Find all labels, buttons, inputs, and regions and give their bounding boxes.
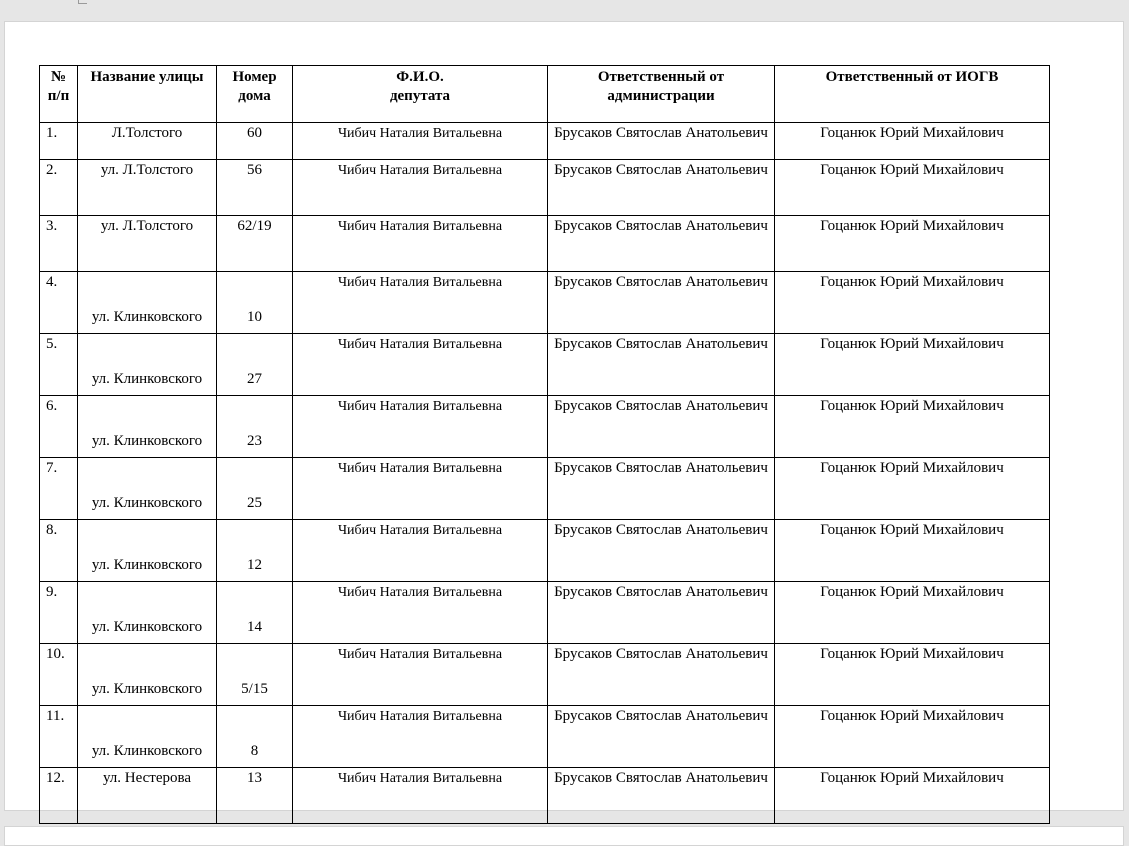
street-name: Л.Толстого: [78, 123, 217, 160]
iogv-responsible: Гоцанюк Юрий Михайлович: [775, 582, 1050, 644]
admin-responsible: Брусаков Святослав Анатольевич: [548, 768, 775, 824]
admin-responsible: Брусаков Святослав Анатольевич: [548, 123, 775, 160]
deputy-name: Чибич Наталия Витальевна: [293, 160, 548, 216]
table-row: [40, 216, 1050, 272]
header-house: Номер дома: [217, 66, 293, 123]
row-number: 8.: [40, 520, 78, 582]
deputy-name: Чибич Наталия Витальевна: [293, 768, 548, 824]
row-number: 9.: [40, 582, 78, 644]
house-number: 8: [217, 706, 293, 768]
table-row: [40, 160, 1050, 216]
table-row: [40, 272, 1050, 334]
street-name: ул. Клинковского: [78, 272, 217, 334]
iogv-responsible: Гоцанюк Юрий Михайлович: [775, 644, 1050, 706]
street-name: ул. Л.Толстого: [78, 160, 217, 216]
row-number: 1.: [40, 123, 78, 160]
deputy-name: Чибич Наталия Витальевна: [293, 520, 548, 582]
iogv-responsible: Гоцанюк Юрий Михайлович: [775, 396, 1050, 458]
table-row: [40, 768, 1050, 824]
admin-responsible: Брусаков Святослав Анатольевич: [548, 644, 775, 706]
deputy-name: Чибич Наталия Витальевна: [293, 396, 548, 458]
admin-responsible: Брусаков Святослав Анатольевич: [548, 520, 775, 582]
table-row: [40, 644, 1050, 706]
row-number: 2.: [40, 160, 78, 216]
house-number: 25: [217, 458, 293, 520]
iogv-responsible: Гоцанюк Юрий Михайлович: [775, 160, 1050, 216]
deputy-name: Чибич Наталия Витальевна: [293, 706, 548, 768]
row-number: 7.: [40, 458, 78, 520]
iogv-responsible: Гоцанюк Юрий Михайлович: [775, 216, 1050, 272]
row-number: 5.: [40, 334, 78, 396]
house-number: 14: [217, 582, 293, 644]
street-name: ул. Клинковского: [78, 396, 217, 458]
iogv-responsible: Гоцанюк Юрий Михайлович: [775, 706, 1050, 768]
header-deputy: Ф.И.О. депутата: [293, 66, 548, 123]
iogv-responsible: Гоцанюк Юрий Михайлович: [775, 334, 1050, 396]
table-row: [40, 706, 1050, 768]
street-name: ул. Клинковского: [78, 706, 217, 768]
street-name: ул. Клинковского: [78, 644, 217, 706]
row-number: 6.: [40, 396, 78, 458]
page-corner-mark: [78, 0, 87, 4]
house-number: 23: [217, 396, 293, 458]
street-name: ул. Клинковского: [78, 582, 217, 644]
admin-responsible: Брусаков Святослав Анатольевич: [548, 216, 775, 272]
street-name: ул. Клинковского: [78, 334, 217, 396]
row-number: 3.: [40, 216, 78, 272]
iogv-responsible: Гоцанюк Юрий Михайлович: [775, 123, 1050, 160]
row-number: 4.: [40, 272, 78, 334]
deputy-name: Чибич Наталия Витальевна: [293, 582, 548, 644]
row-number: 10.: [40, 644, 78, 706]
deputy-name: Чибич Наталия Витальевна: [293, 458, 548, 520]
table-row: [40, 458, 1050, 520]
house-number: 13: [217, 768, 293, 824]
admin-responsible: Брусаков Святослав Анатольевич: [548, 272, 775, 334]
header-street: Название улицы: [78, 66, 217, 123]
admin-responsible: Брусаков Святослав Анатольевич: [548, 582, 775, 644]
table-body: [40, 123, 1050, 824]
assignment-table: [39, 65, 1050, 824]
street-name: ул. Л.Толстого: [78, 216, 217, 272]
header-iogv: Ответственный от ИОГВ: [775, 66, 1050, 123]
row-number: 11.: [40, 706, 78, 768]
admin-responsible: Брусаков Святослав Анатольевич: [548, 160, 775, 216]
header-admin: Ответственный от администрации: [548, 66, 775, 123]
deputy-name: Чибич Наталия Витальевна: [293, 272, 548, 334]
table-row: [40, 396, 1050, 458]
deputy-name: Чибич Наталия Витальевна: [293, 334, 548, 396]
house-number: 5/15: [217, 644, 293, 706]
iogv-responsible: Гоцанюк Юрий Михайлович: [775, 520, 1050, 582]
deputy-name: Чибич Наталия Витальевна: [293, 644, 548, 706]
deputy-name: Чибич Наталия Витальевна: [293, 216, 548, 272]
street-name: ул. Клинковского: [78, 520, 217, 582]
iogv-responsible: Гоцанюк Юрий Михайлович: [775, 458, 1050, 520]
row-number: 12.: [40, 768, 78, 824]
admin-responsible: Брусаков Святослав Анатольевич: [548, 334, 775, 396]
table-row: [40, 123, 1050, 160]
header-num: № п/п: [40, 66, 78, 123]
admin-responsible: Брусаков Святослав Анатольевич: [548, 458, 775, 520]
table-row: [40, 520, 1050, 582]
next-page-edge: [4, 826, 1124, 846]
iogv-responsible: Гоцанюк Юрий Михайлович: [775, 768, 1050, 824]
house-number: 10: [217, 272, 293, 334]
deputy-name: Чибич Наталия Витальевна: [293, 123, 548, 160]
table-row: [40, 582, 1050, 644]
document-page[interactable]: [4, 21, 1124, 811]
table-header-row: [40, 66, 1050, 123]
iogv-responsible: Гоцанюк Юрий Михайлович: [775, 272, 1050, 334]
house-number: 56: [217, 160, 293, 216]
street-name: ул. Нестерова: [78, 768, 217, 824]
table-row: [40, 334, 1050, 396]
admin-responsible: Брусаков Святослав Анатольевич: [548, 706, 775, 768]
house-number: 12: [217, 520, 293, 582]
house-number: 62/19: [217, 216, 293, 272]
house-number: 27: [217, 334, 293, 396]
admin-responsible: Брусаков Святослав Анатольевич: [548, 396, 775, 458]
street-name: ул. Клинковского: [78, 458, 217, 520]
house-number: 60: [217, 123, 293, 160]
